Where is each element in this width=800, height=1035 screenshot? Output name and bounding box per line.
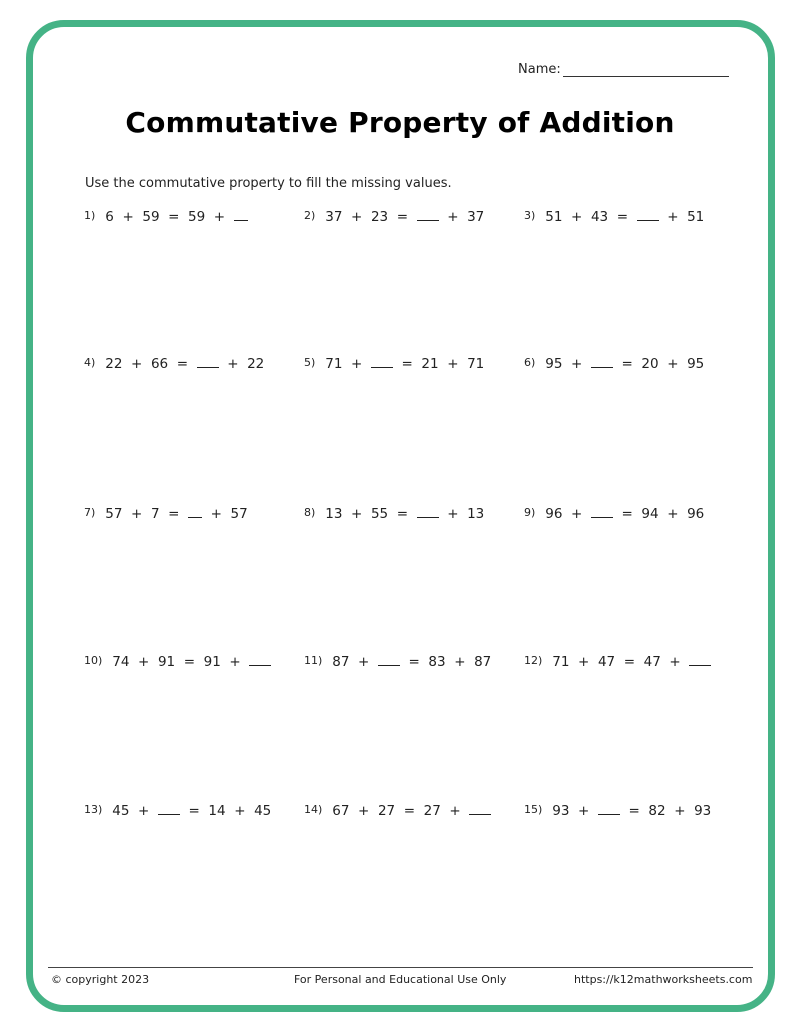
problem-13 xyxy=(84,803,271,819)
problem-2 xyxy=(304,209,484,225)
equation-text: 13 + 55 = xyxy=(325,506,417,522)
equation-text: 71 + xyxy=(325,356,371,372)
name-field xyxy=(518,62,729,77)
problem-14 xyxy=(304,803,491,819)
problem-number: 7) xyxy=(84,506,96,519)
problem-number: 14) xyxy=(304,803,323,816)
problem-number: 15) xyxy=(524,803,543,816)
problem-number: 3) xyxy=(524,209,536,222)
problem-number: 10) xyxy=(84,654,103,667)
equation-text: = 83 + 87 xyxy=(399,654,492,670)
problem-15 xyxy=(524,803,711,819)
equation-text: = 82 + 93 xyxy=(619,803,712,819)
footer-divider xyxy=(48,967,753,968)
equation-text: 95 + xyxy=(545,356,591,372)
problem-8 xyxy=(304,506,484,522)
problem-11 xyxy=(304,654,491,670)
problem-number: 8) xyxy=(304,506,316,519)
instructions: Use the commutative property to fill the missing values. xyxy=(85,176,452,191)
answer-blank[interactable] xyxy=(417,516,439,518)
problem-number: 6) xyxy=(524,356,536,369)
equation-text: + 22 xyxy=(218,356,265,372)
problem-9 xyxy=(524,506,704,522)
name-blank-line[interactable] xyxy=(563,62,729,77)
equation-text: = 21 + 71 xyxy=(392,356,485,372)
answer-blank[interactable] xyxy=(371,366,393,368)
answer-blank[interactable] xyxy=(591,516,613,518)
equation-text: 74 + 91 = 91 + xyxy=(112,654,250,670)
equation-text: 96 + xyxy=(545,506,591,522)
problem-10 xyxy=(84,654,271,670)
equation-text: = 14 + 45 xyxy=(179,803,272,819)
equation-text: 67 + 27 = 27 + xyxy=(332,803,470,819)
equation-text: 57 + 7 = xyxy=(105,506,189,522)
problem-number: 9) xyxy=(524,506,536,519)
equation-text: 22 + 66 = xyxy=(105,356,197,372)
problem-3 xyxy=(524,209,704,225)
problem-number: 2) xyxy=(304,209,316,222)
problem-1 xyxy=(84,209,248,225)
answer-blank[interactable] xyxy=(234,219,248,221)
answer-blank[interactable] xyxy=(637,219,659,221)
equation-text: + 57 xyxy=(202,506,248,522)
answer-blank[interactable] xyxy=(591,366,613,368)
equation-text: + 13 xyxy=(438,506,485,522)
equation-text: 6 + 59 = 59 + xyxy=(105,209,234,225)
equation-text: 71 + 47 = 47 + xyxy=(552,654,690,670)
equation-text: = 94 + 96 xyxy=(612,506,705,522)
equation-text: 37 + 23 = xyxy=(325,209,417,225)
footer-copyright: © copyright 2023 xyxy=(51,973,150,986)
page-title: Commutative Property of Addition xyxy=(125,106,675,139)
equation-text: 93 + xyxy=(552,803,598,819)
answer-blank[interactable] xyxy=(598,813,620,815)
answer-blank[interactable] xyxy=(689,664,711,666)
problem-5 xyxy=(304,356,484,372)
problem-7 xyxy=(84,506,248,522)
equation-text: 87 + xyxy=(332,654,378,670)
answer-blank[interactable] xyxy=(469,813,491,815)
answer-blank[interactable] xyxy=(188,516,202,518)
equation-text: + 37 xyxy=(438,209,485,225)
problem-number: 12) xyxy=(524,654,543,667)
footer-url: https://k12mathworksheets.com xyxy=(574,973,753,986)
problem-4 xyxy=(84,356,264,372)
problem-12 xyxy=(524,654,711,670)
answer-blank[interactable] xyxy=(249,664,271,666)
problem-number: 5) xyxy=(304,356,316,369)
equation-text: + 51 xyxy=(658,209,705,225)
problem-6 xyxy=(524,356,704,372)
answer-blank[interactable] xyxy=(417,219,439,221)
problem-number: 1) xyxy=(84,209,96,222)
equation-text: 45 + xyxy=(112,803,158,819)
footer-usage: For Personal and Educational Use Only xyxy=(294,973,507,986)
answer-blank[interactable] xyxy=(158,813,180,815)
problem-number: 13) xyxy=(84,803,103,816)
equation-text: 51 + 43 = xyxy=(545,209,637,225)
answer-blank[interactable] xyxy=(197,366,219,368)
equation-text: = 20 + 95 xyxy=(612,356,705,372)
problem-number: 4) xyxy=(84,356,96,369)
answer-blank[interactable] xyxy=(378,664,400,666)
name-label: Name: xyxy=(518,62,561,77)
problem-number: 11) xyxy=(304,654,323,667)
